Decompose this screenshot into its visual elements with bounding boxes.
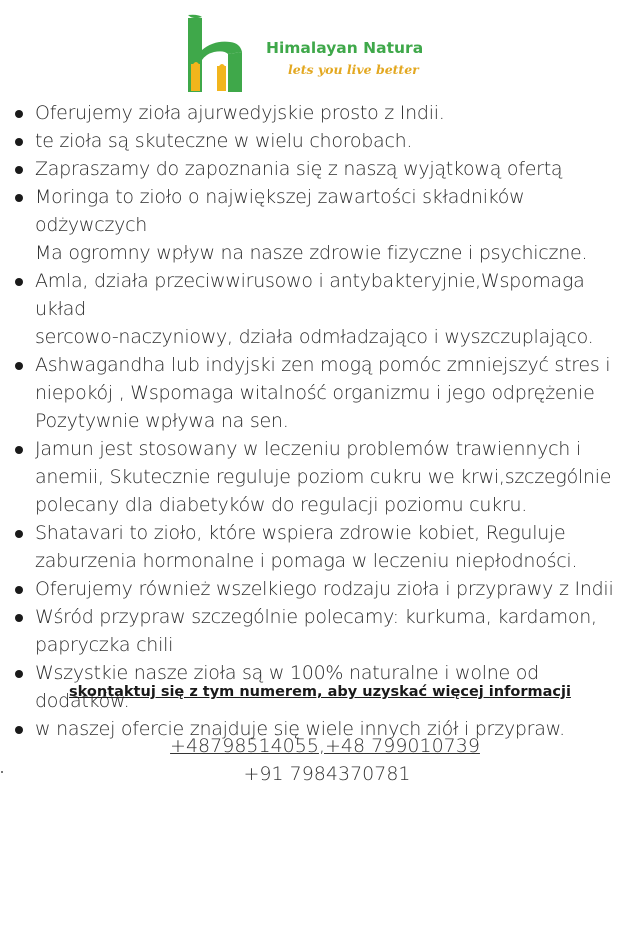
list-item-text: te zioła są skuteczne w wielu chorobach. [35,130,413,152]
list-item [0,519,625,575]
leaf-h-logo-icon [184,14,254,96]
list-item [0,435,625,519]
phone-link-primary[interactable]: +48798514055 [170,735,319,757]
phone-separator: , [318,735,325,757]
list-item [0,155,625,183]
list-item-text: Oferujemy zioła ajurwedyjskie prosto z Indii. [35,102,445,124]
brand-name: Himalayan Natura [266,39,424,57]
brand-header [184,14,454,98]
list-item-text: Wszystkie nasze zioła są w 100% naturalne i wolne od dodatków. [35,662,539,712]
list-item [0,575,625,603]
list-item [0,267,625,351]
phone-numbers-line [0,735,625,757]
brand-tagline: lets you live better [288,62,419,77]
list-item-text: Jamun jest stosowany w leczeniu problemów trawiennych i anemii, Skutecznie reguluje poziom cukru we krwi,szczególnie polecany dla diabetyków do regulacji poziomu cukru. [35,438,612,516]
list-item [0,351,625,435]
list-item-text: Wśród przypraw szczególnie polecamy: kurkuma, kardamon, papryczka chili [35,606,597,656]
decorative-dot [1,771,3,773]
contact-heading: skontaktuj się z tym numerem, aby uzyskać więcej informacji [69,684,571,700]
list-item [0,603,625,659]
offer-bullet-list [0,99,625,743]
list-item-text: Moringa to zioło o największej zawartości składników odżywczych Ma ogromny wpływ na nasze zdrowie fizyczne i psychiczne. [35,186,588,264]
list-item [0,99,625,127]
list-item-text: Ashwagandha lub indyjski zen mogą pomóc zmniejszyć stres i niepokój , Wspomaga witalność organizmu i jego odprężenie Pozytywnie wpływa na sen. [35,354,611,432]
list-item [0,127,625,155]
list-item-text: Amla, działa przeciwwirusowo i antybakteryjnie,Wspomaga układ sercowo-naczyniowy, działa odmładzająco i wyszczuplająco. [35,270,594,348]
list-item-text: Zapraszamy do zapoznania się z naszą wyjątkową ofertą [35,158,563,180]
list-item-text: w naszej ofercie znajduje się wiele innych ziół i przypraw. [35,718,565,740]
list-item [0,183,625,267]
phone-link-secondary[interactable]: +48 799010739 [325,735,480,757]
list-item-text: Oferujemy również wszelkiego rodzaju zioła i przyprawy z Indii [35,578,614,600]
phone-number-india: +91 7984370781 [243,763,411,785]
list-item-text: Shatavari to zioło, które wspiera zdrowie kobiet, Reguluje zaburzenia hormonalne i pomaga w leczeniu niepłodności. [35,522,578,572]
